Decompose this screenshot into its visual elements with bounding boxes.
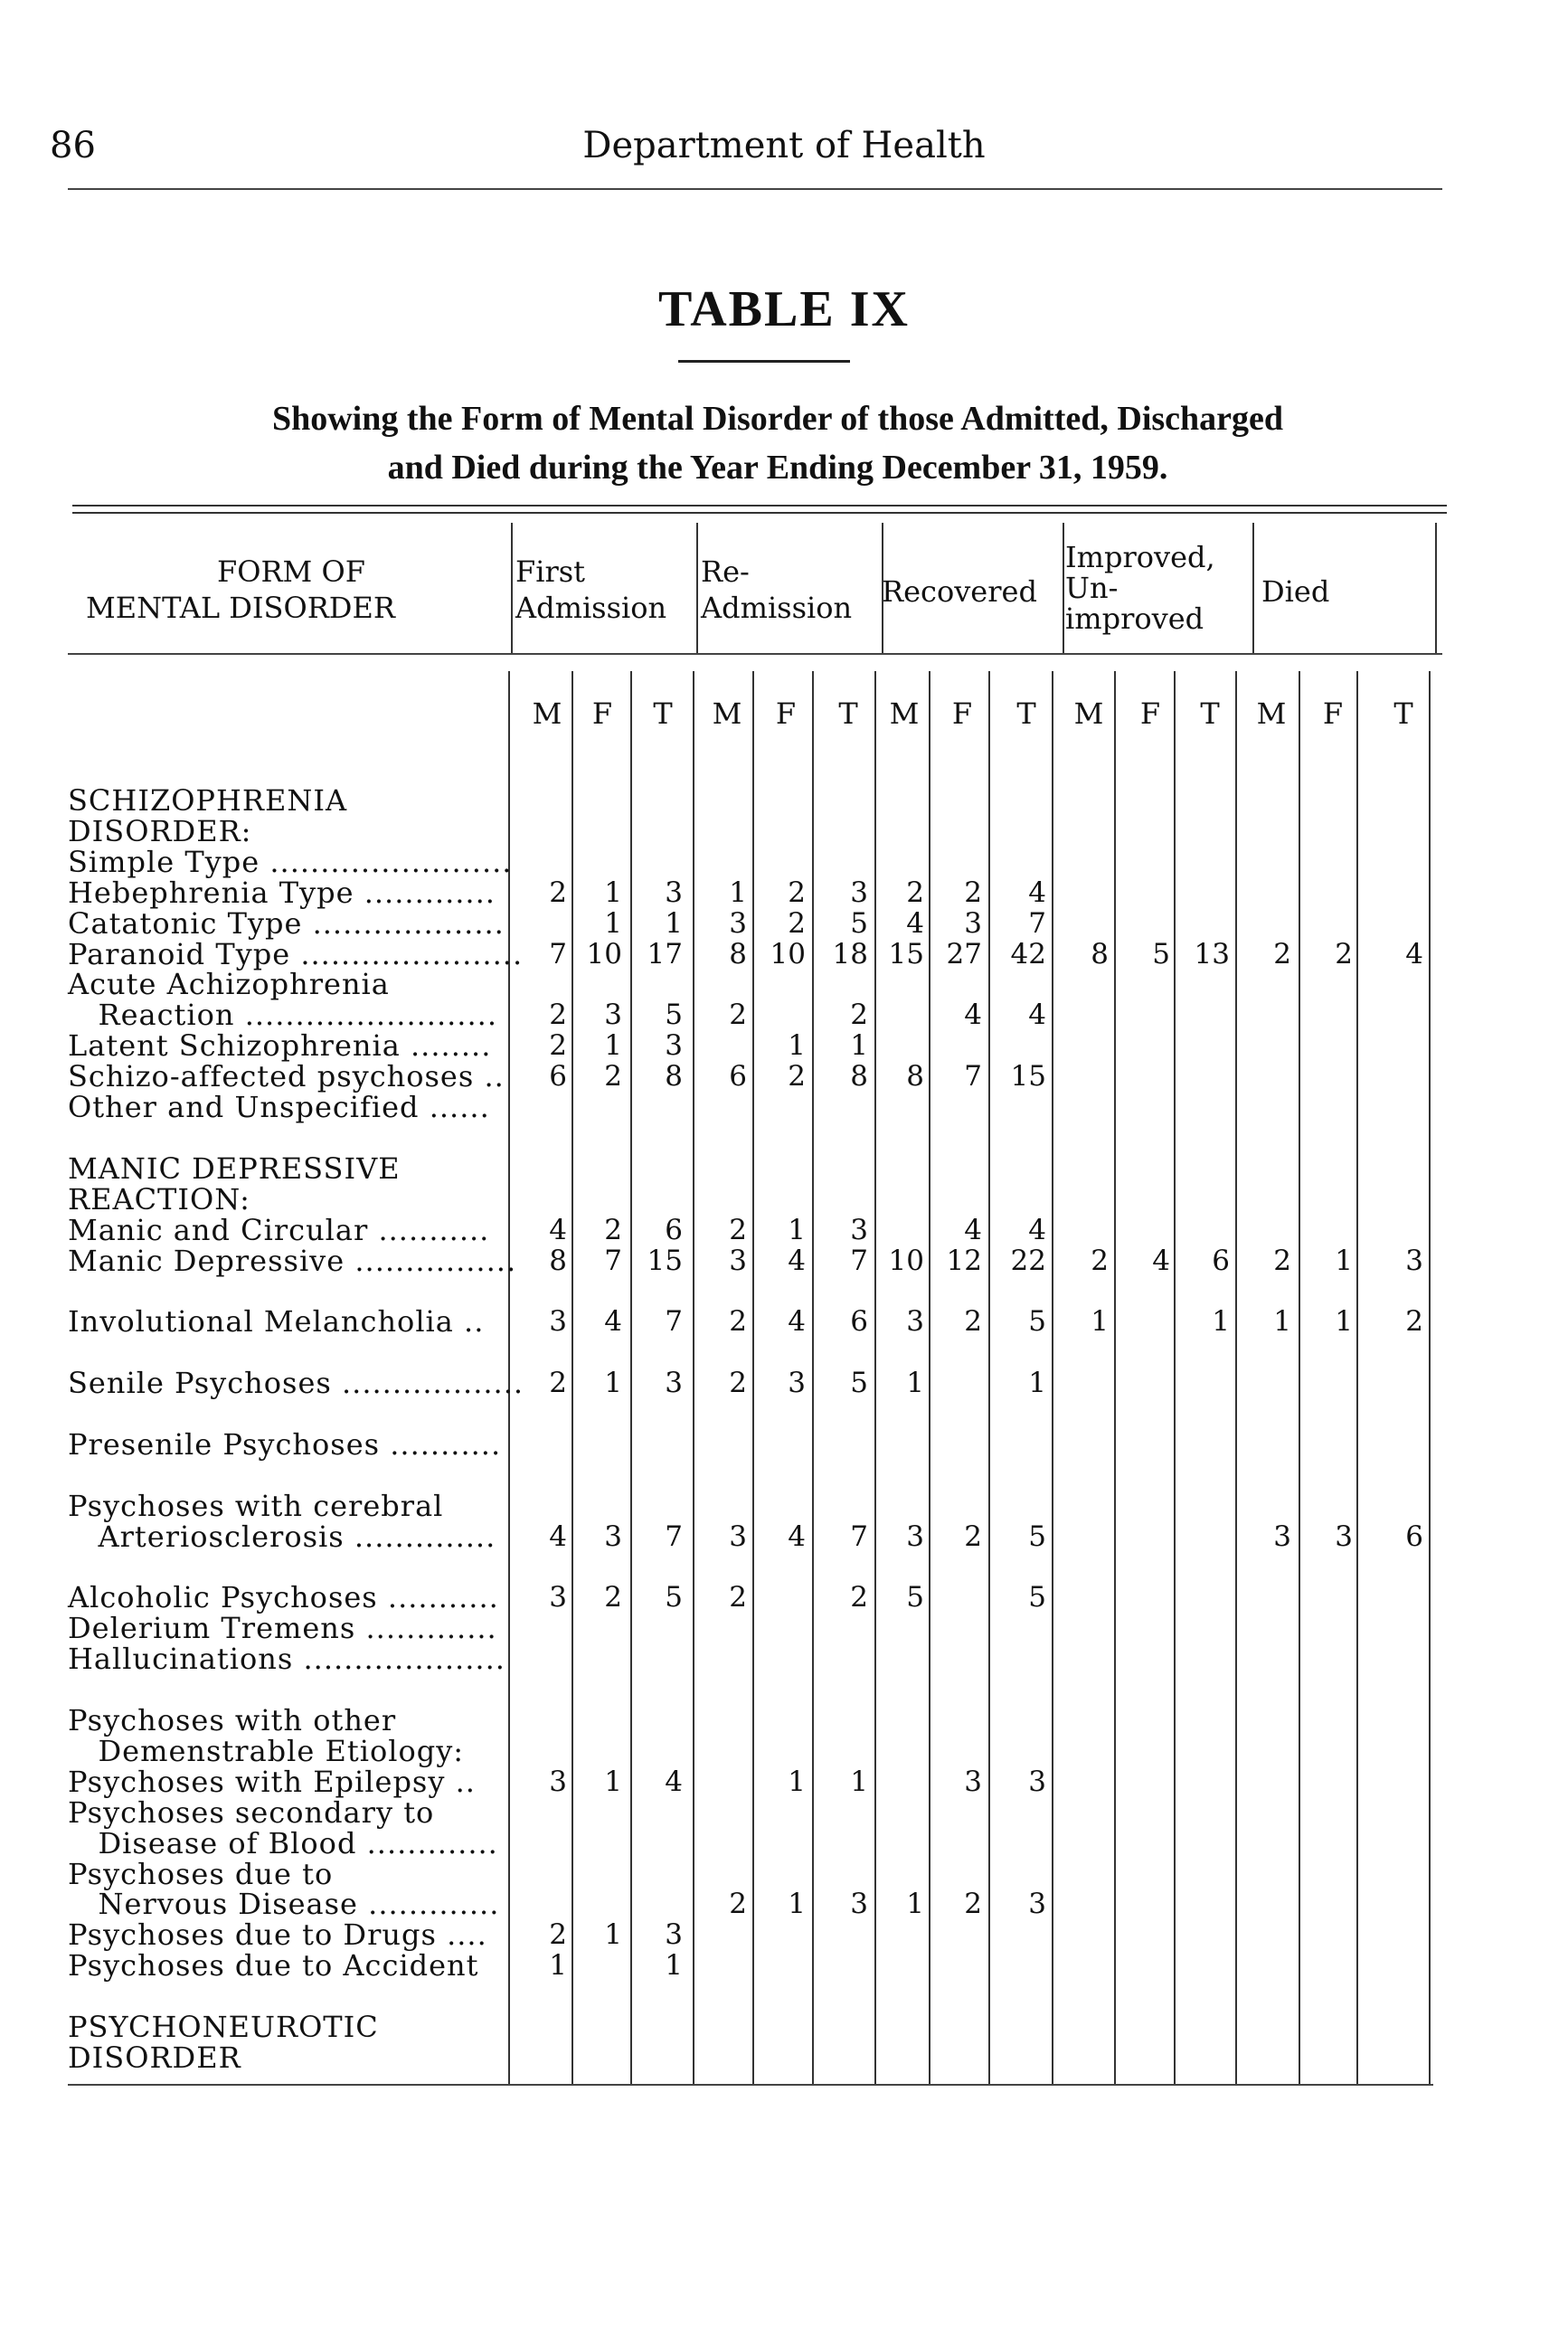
table-cell: 2 bbox=[850, 1581, 868, 1614]
row-label: PSYCHONEUROTIC bbox=[68, 2010, 379, 2044]
table-cell: 8 bbox=[1091, 937, 1109, 970]
table-cell: 2 bbox=[729, 1305, 747, 1339]
table-cell: 2 bbox=[906, 876, 924, 909]
row-label: Psychoses with Epilepsy .. bbox=[68, 1764, 476, 1799]
table-cell: 6 bbox=[850, 1305, 868, 1339]
table-cell: 15 bbox=[888, 937, 924, 970]
row-label: Acute Achizophrenia bbox=[68, 967, 390, 1002]
row-label: Schizo-affected psychoses .. bbox=[68, 1059, 505, 1094]
table-cell: 2 bbox=[549, 1918, 567, 1952]
table-cell: 15 bbox=[1010, 1060, 1046, 1093]
table-cell: 8 bbox=[549, 1244, 567, 1277]
row-label: Psychoses due to Drugs .... bbox=[68, 1917, 487, 1953]
table-cell: 3 bbox=[964, 1765, 982, 1798]
subheader-t: T bbox=[1200, 696, 1220, 731]
table-cell: 1 bbox=[1273, 1305, 1291, 1339]
table-cell: 3 bbox=[549, 1581, 567, 1614]
table-cell: 5 bbox=[1028, 1581, 1046, 1614]
table-cell: 2 bbox=[549, 1029, 567, 1063]
table-cell: 2 bbox=[1405, 1305, 1423, 1339]
row-label: DISORDER: bbox=[68, 813, 252, 848]
row-label: Psychoses with cerebral bbox=[68, 1488, 444, 1523]
table-cell: 1 bbox=[604, 876, 622, 909]
column-divider bbox=[1174, 671, 1176, 2084]
table-cell: 3 bbox=[1335, 1520, 1353, 1553]
header-col-divider bbox=[1435, 523, 1437, 654]
row-label: Alcoholic Psychoses ........... bbox=[68, 1580, 499, 1615]
header-rule bbox=[68, 188, 1442, 190]
header-col-divider bbox=[882, 523, 883, 654]
table-cell: 3 bbox=[1405, 1244, 1423, 1277]
subheader-t: T bbox=[838, 696, 858, 731]
column-divider bbox=[1429, 671, 1431, 2084]
row-label: Involutional Melancholia .. bbox=[68, 1304, 485, 1340]
column-divider bbox=[630, 671, 632, 2084]
table-cell: 8 bbox=[906, 1060, 924, 1093]
table-cell: 2 bbox=[604, 1213, 622, 1246]
table-cell: 3 bbox=[906, 1305, 924, 1339]
table-cell: 13 bbox=[1194, 937, 1230, 970]
row-label: Senile Psychoses .................. bbox=[68, 1366, 524, 1401]
table-cell: 1 bbox=[788, 1213, 806, 1246]
caption-line-1: Showing the Form of Mental Disorder of those Admitted, Discharged bbox=[271, 400, 1284, 438]
table-cell: 3 bbox=[964, 906, 982, 940]
table-cell: 8 bbox=[729, 937, 747, 970]
subheader-f: F bbox=[591, 696, 613, 731]
table-top-rule bbox=[72, 505, 1447, 507]
subheader-m: M bbox=[1256, 696, 1287, 731]
table-cell: 3 bbox=[1028, 1765, 1046, 1798]
header-col-divider bbox=[696, 523, 698, 654]
table-cell: 5 bbox=[665, 999, 683, 1032]
table-cell: 2 bbox=[549, 876, 567, 909]
table-cell: 3 bbox=[665, 876, 683, 909]
table-cell: 3 bbox=[1028, 1888, 1046, 1921]
table-cell: 4 bbox=[665, 1765, 683, 1798]
header-col-divider bbox=[1252, 523, 1254, 654]
table-cell: 2 bbox=[729, 1581, 747, 1614]
table-cell: 27 bbox=[946, 937, 982, 970]
table-cell: 2 bbox=[964, 1305, 982, 1339]
row-label: Reaction ......................... bbox=[68, 998, 497, 1033]
subheader-f: F bbox=[951, 696, 973, 731]
column-divider bbox=[988, 671, 990, 2084]
table-caption bbox=[72, 394, 1483, 492]
table-cell: 42 bbox=[1010, 937, 1046, 970]
table-cell: 4 bbox=[964, 999, 982, 1032]
table-cell: 7 bbox=[850, 1244, 868, 1277]
table-cell: 5 bbox=[906, 1581, 924, 1614]
table-cell: 2 bbox=[788, 906, 806, 940]
table-cell: 7 bbox=[850, 1520, 868, 1553]
header-col-divider bbox=[511, 523, 513, 654]
table-cell: 1 bbox=[665, 906, 683, 940]
subheader-t: T bbox=[653, 696, 673, 731]
row-label: Psychoses due to bbox=[68, 1856, 334, 1891]
page-header: Department of Health bbox=[582, 125, 986, 166]
header-bottom-rule bbox=[68, 653, 1442, 655]
table-cell: 22 bbox=[1010, 1244, 1046, 1277]
table-cell: 3 bbox=[729, 906, 747, 940]
table-cell: 2 bbox=[964, 1520, 982, 1553]
column-divider bbox=[929, 671, 930, 2084]
table-cell: 3 bbox=[729, 1520, 747, 1553]
table-cell: 2 bbox=[1273, 1244, 1291, 1277]
subheader-f: F bbox=[1139, 696, 1161, 731]
table-cell: 3 bbox=[604, 999, 622, 1032]
table-cell: 5 bbox=[850, 906, 868, 940]
table-cell: 5 bbox=[1028, 1520, 1046, 1553]
table-cell: 1 bbox=[604, 1765, 622, 1798]
column-divider bbox=[812, 671, 814, 2084]
table-cell: 3 bbox=[788, 1367, 806, 1400]
table-cell: 3 bbox=[665, 1918, 683, 1952]
table-cell: 3 bbox=[906, 1520, 924, 1553]
group-header-2-line-0: Recovered bbox=[882, 574, 1037, 609]
group-header-3-line-1: Un- bbox=[1065, 571, 1119, 605]
table-cell: 2 bbox=[788, 876, 806, 909]
table-cell: 7 bbox=[549, 937, 567, 970]
table-cell: 3 bbox=[665, 1029, 683, 1063]
table-cell: 15 bbox=[647, 1244, 683, 1277]
table-cell: 1 bbox=[1335, 1244, 1353, 1277]
row-label: Presenile Psychoses ........... bbox=[68, 1426, 502, 1462]
table-cell: 2 bbox=[964, 1888, 982, 1921]
row-label: Simple Type ........................ bbox=[68, 844, 513, 879]
group-header-0-line-1: Admission bbox=[515, 591, 667, 625]
table-cell: 3 bbox=[604, 1520, 622, 1553]
table-cell: 2 bbox=[964, 876, 982, 909]
table-cell: 4 bbox=[1028, 876, 1046, 909]
form-header-line-1: FORM OF bbox=[217, 554, 365, 589]
table-cell: 5 bbox=[1028, 1305, 1046, 1339]
table-cell: 4 bbox=[549, 1213, 567, 1246]
table-cell: 1 bbox=[604, 1918, 622, 1952]
page-number: 86 bbox=[50, 125, 96, 166]
table-cell: 1 bbox=[788, 1765, 806, 1798]
row-label: Demenstrable Etiology: bbox=[68, 1733, 465, 1768]
table-cell: 6 bbox=[729, 1060, 747, 1093]
group-header-1-line-1: Admission bbox=[701, 591, 853, 625]
row-label: Manic and Circular ........... bbox=[68, 1212, 490, 1247]
table-cell: 3 bbox=[850, 876, 868, 909]
table-cell: 2 bbox=[729, 1888, 747, 1921]
column-divider bbox=[693, 671, 694, 2084]
table-cell: 3 bbox=[549, 1305, 567, 1339]
row-label: Psychoses secondary to bbox=[68, 1794, 435, 1830]
column-divider bbox=[1114, 671, 1116, 2084]
table-cell: 4 bbox=[604, 1305, 622, 1339]
column-divider bbox=[1235, 671, 1237, 2084]
subheader-m: M bbox=[532, 696, 562, 731]
table-cell: 7 bbox=[1028, 906, 1046, 940]
table-cell: 3 bbox=[850, 1213, 868, 1246]
table-cell: 4 bbox=[1028, 999, 1046, 1032]
table-cell: 2 bbox=[788, 1060, 806, 1093]
table-cell: 1 bbox=[906, 1367, 924, 1400]
table-cell: 2 bbox=[549, 999, 567, 1032]
table-cell: 4 bbox=[1028, 1213, 1046, 1246]
table-cell: 1 bbox=[549, 1949, 567, 1983]
row-label: Hebephrenia Type ............. bbox=[68, 875, 496, 910]
row-label: Psychoses due to Accident bbox=[68, 1948, 479, 1983]
subheader-f: F bbox=[1322, 696, 1344, 731]
table-cell: 2 bbox=[1273, 937, 1291, 970]
table-cell: 1 bbox=[788, 1029, 806, 1063]
group-header-0-line-0: First bbox=[515, 554, 586, 589]
table-cell: 5 bbox=[665, 1581, 683, 1614]
table-cell: 12 bbox=[946, 1244, 982, 1277]
table-cell: 3 bbox=[549, 1765, 567, 1798]
table-cell: 6 bbox=[549, 1060, 567, 1093]
table-cell: 2 bbox=[549, 1367, 567, 1400]
table-cell: 1 bbox=[1091, 1305, 1109, 1339]
table-cell: 6 bbox=[1405, 1520, 1423, 1553]
subheader-m: M bbox=[1073, 696, 1104, 731]
group-header-4-line-0: Died bbox=[1261, 574, 1330, 609]
column-divider bbox=[1299, 671, 1300, 2084]
table-cell: 1 bbox=[1335, 1305, 1353, 1339]
table-cell: 3 bbox=[729, 1244, 747, 1277]
table-cell: 4 bbox=[1405, 937, 1423, 970]
table-bottom-rule bbox=[68, 2084, 1433, 2086]
table-cell: 1 bbox=[604, 1367, 622, 1400]
form-header-line-2: MENTAL DISORDER bbox=[86, 591, 395, 625]
table-cell: 2 bbox=[604, 1581, 622, 1614]
row-label: DISORDER bbox=[68, 2040, 241, 2075]
table-cell: 5 bbox=[1152, 937, 1170, 970]
table-cell: 2 bbox=[604, 1060, 622, 1093]
caption-line-2: and Died during the Year Ending December 31, 1959. bbox=[387, 449, 1168, 487]
table-cell: 1 bbox=[906, 1888, 924, 1921]
table-cell: 1 bbox=[788, 1888, 806, 1921]
row-label: Manic Depressive ................ bbox=[68, 1243, 517, 1278]
table-cell: 4 bbox=[906, 906, 924, 940]
table-cell: 7 bbox=[604, 1244, 622, 1277]
table-cell: 7 bbox=[665, 1305, 683, 1339]
table-cell: 1 bbox=[604, 906, 622, 940]
table-top-rule bbox=[72, 512, 1447, 514]
table-cell: 1 bbox=[665, 1949, 683, 1983]
row-label: Catatonic Type ................... bbox=[68, 905, 505, 941]
row-label: Paranoid Type ...................... bbox=[68, 936, 524, 971]
table-cell: 8 bbox=[850, 1060, 868, 1093]
table-cell: 4 bbox=[788, 1244, 806, 1277]
table-cell: 1 bbox=[729, 876, 747, 909]
table-cell: 6 bbox=[1212, 1244, 1230, 1277]
table-cell: 1 bbox=[1028, 1367, 1046, 1400]
column-divider bbox=[874, 671, 876, 2084]
row-label: Hallucinations .................... bbox=[68, 1642, 505, 1677]
table-cell: 3 bbox=[850, 1888, 868, 1921]
row-label: Nervous Disease ............. bbox=[68, 1887, 500, 1922]
table-cell: 2 bbox=[729, 1213, 747, 1246]
table-cell: 2 bbox=[1335, 937, 1353, 970]
group-header-3-line-2: improved bbox=[1065, 601, 1204, 636]
table-cell: 1 bbox=[850, 1029, 868, 1063]
table-cell: 2 bbox=[850, 999, 868, 1032]
row-label: Other and Unspecified ...... bbox=[68, 1090, 490, 1124]
row-label: Disease of Blood ............. bbox=[68, 1825, 498, 1860]
column-divider bbox=[752, 671, 754, 2084]
table-cell: 1 bbox=[604, 1029, 622, 1063]
row-label: MANIC DEPRESSIVE bbox=[68, 1150, 401, 1186]
table-cell: 2 bbox=[1091, 1244, 1109, 1277]
table-cell: 3 bbox=[1273, 1520, 1291, 1553]
subheader-t: T bbox=[1016, 696, 1036, 731]
title-rule bbox=[678, 360, 850, 363]
row-label: Psychoses with other bbox=[68, 1703, 397, 1737]
subheader-f: F bbox=[775, 696, 797, 731]
row-label: Latent Schizophrenia ........ bbox=[68, 1028, 492, 1064]
header-col-divider bbox=[1063, 523, 1064, 654]
group-header-3-line-0: Improved, bbox=[1065, 540, 1215, 574]
table-cell: 7 bbox=[665, 1520, 683, 1553]
table-cell: 7 bbox=[964, 1060, 982, 1093]
table-cell: 10 bbox=[888, 1244, 924, 1277]
subheader-m: M bbox=[712, 696, 742, 731]
table-cell: 2 bbox=[729, 1367, 747, 1400]
group-header-1-line-0: Re- bbox=[701, 554, 750, 589]
column-divider bbox=[1052, 671, 1053, 2084]
row-label: REACTION: bbox=[68, 1181, 250, 1217]
table-cell: 1 bbox=[850, 1765, 868, 1798]
table-cell: 10 bbox=[586, 937, 622, 970]
table-cell: 1 bbox=[1212, 1305, 1230, 1339]
table-cell: 8 bbox=[665, 1060, 683, 1093]
table-cell: 18 bbox=[832, 937, 868, 970]
table-title: TABLE IX bbox=[658, 281, 910, 337]
table-cell: 17 bbox=[647, 937, 683, 970]
table-cell: 10 bbox=[770, 937, 806, 970]
table-cell: 4 bbox=[1152, 1244, 1170, 1277]
table-cell: 6 bbox=[665, 1213, 683, 1246]
table-cell: 4 bbox=[549, 1520, 567, 1553]
table-cell: 3 bbox=[665, 1367, 683, 1400]
row-label: Arteriosclerosis .............. bbox=[68, 1519, 496, 1554]
subheader-t: T bbox=[1393, 696, 1413, 731]
table-cell: 5 bbox=[850, 1367, 868, 1400]
row-label: SCHIZOPHRENIA bbox=[68, 783, 348, 818]
subheader-m: M bbox=[889, 696, 920, 731]
table-cell: 4 bbox=[788, 1305, 806, 1339]
table-cell: 4 bbox=[964, 1213, 982, 1246]
column-divider bbox=[1356, 671, 1358, 2084]
column-divider bbox=[571, 671, 573, 2084]
row-label: Delerium Tremens ............. bbox=[68, 1611, 497, 1646]
table-cell: 2 bbox=[729, 999, 747, 1032]
table-cell: 4 bbox=[788, 1520, 806, 1553]
